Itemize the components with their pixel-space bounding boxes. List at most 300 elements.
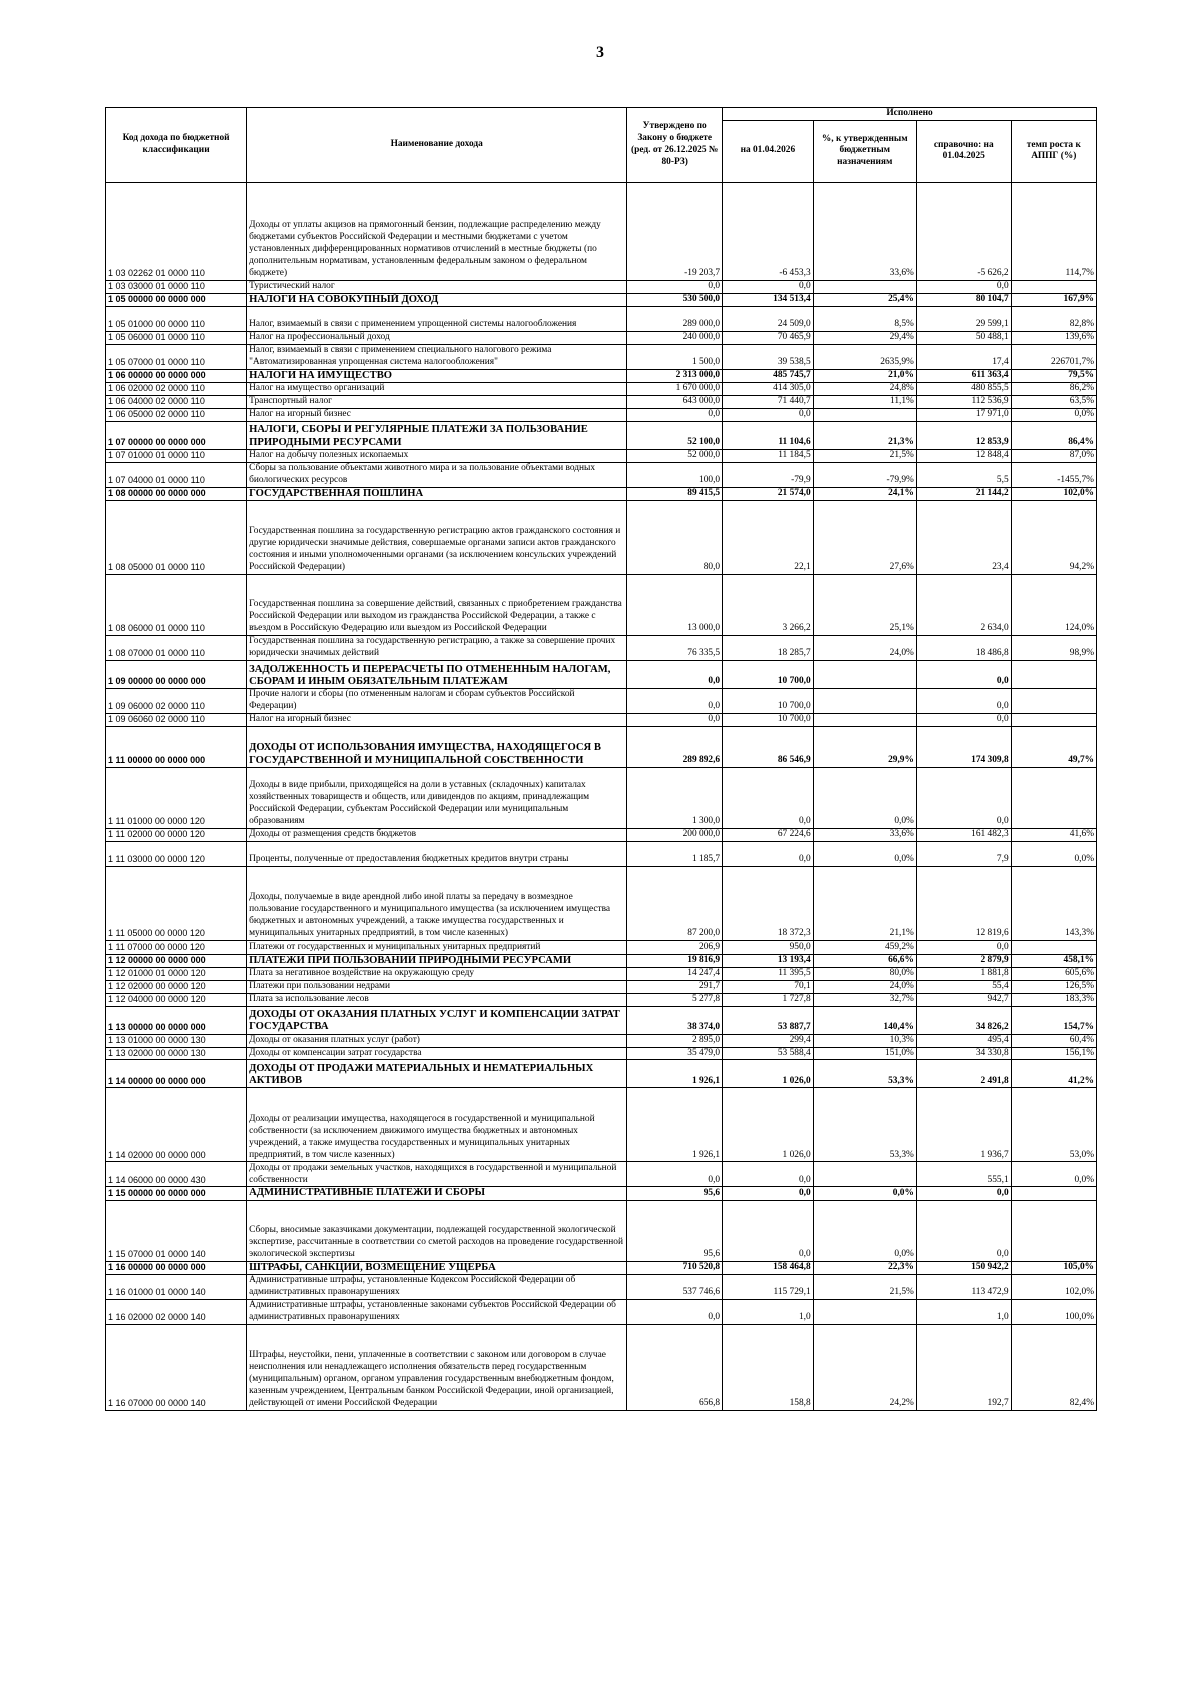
table-row <box>106 1088 1097 1162</box>
row-growth: 87,0% <box>1011 449 1096 462</box>
row-reference: 21 144,2 <box>916 487 1011 500</box>
row-approved: 38 374,0 <box>627 1006 723 1034</box>
row-code: 1 13 01000 00 0000 130 <box>106 1034 247 1047</box>
row-approved: 89 415,5 <box>627 487 723 500</box>
row-code: 1 12 00000 00 0000 000 <box>106 954 247 967</box>
table-row <box>106 635 1097 660</box>
row-name: Налог на профессиональный доход <box>247 331 627 344</box>
row-name: ДОХОДЫ ОТ ПРОДАЖИ МАТЕРИАЛЬНЫХ И НЕМАТЕРИАЛЬНЫХ АКТИВОВ <box>247 1060 627 1088</box>
row-name: Доходы от продажи земельных участков, находящихся в государственной и муниципальной собственности <box>247 1162 627 1187</box>
table-row <box>106 940 1097 954</box>
row-code: 1 16 00000 00 0000 000 <box>106 1261 247 1274</box>
row-percent: 24,8% <box>813 383 916 396</box>
row-name: Доходы в виде прибыли, приходящейся на доли в уставных (складочных) капиталах хозяйственных товариществ и обществ, или дивидендов по акциям, принадлежащим Российской Федерации, субъектам Российской Федерации или муниципальным образованиям <box>247 767 627 828</box>
row-approved: 0,0 <box>627 408 723 421</box>
table-body <box>106 182 1097 1410</box>
row-reference: 555,1 <box>916 1162 1011 1187</box>
row-growth: 0,0% <box>1011 408 1096 421</box>
row-reference: 34 330,8 <box>916 1047 1011 1060</box>
row-executed: 53 588,4 <box>723 1047 814 1060</box>
row-growth <box>1011 1200 1096 1261</box>
header-percent: %, к утвержденным бюджетным назначениям <box>813 120 916 182</box>
row-executed: 0,0 <box>723 280 814 293</box>
row-executed: 67 224,6 <box>723 828 814 841</box>
table-row <box>106 383 1097 396</box>
row-executed: 1 026,0 <box>723 1088 814 1162</box>
row-code: 1 14 00000 00 0000 000 <box>106 1060 247 1088</box>
row-approved: 530 500,0 <box>627 293 723 306</box>
row-name: Сборы, вносимые заказчиками документации, подлежащей государственной экологической экспертизе, рассчитанные в соответствии со сметой расходов на проведение государственной экологической экспертизы <box>247 1200 627 1261</box>
row-reference: 34 826,2 <box>916 1006 1011 1034</box>
row-approved: 0,0 <box>627 280 723 293</box>
row-approved: -19 203,7 <box>627 182 723 280</box>
table-row <box>106 688 1097 713</box>
row-percent: 21,0% <box>813 369 916 382</box>
row-growth <box>1011 767 1096 828</box>
row-reference: 12 853,9 <box>916 421 1011 449</box>
table-row <box>106 1060 1097 1088</box>
row-growth: 82,8% <box>1011 306 1096 331</box>
row-executed: 86 546,9 <box>723 726 814 767</box>
row-code: 1 05 07000 01 0000 110 <box>106 344 247 369</box>
row-growth: 94,2% <box>1011 500 1096 574</box>
table-row <box>106 344 1097 369</box>
row-approved: 14 247,4 <box>627 967 723 980</box>
row-name: Административные штрафы, установленные законами субъектов Российской Федерации об административных правонарушениях <box>247 1299 627 1324</box>
row-name: АДМИНИСТРАТИВНЫЕ ПЛАТЕЖИ И СБОРЫ <box>247 1187 627 1200</box>
row-approved: 100,0 <box>627 462 723 487</box>
row-name: Налог на игорный бизнес <box>247 713 627 726</box>
row-name: ДОХОДЫ ОТ ОКАЗАНИЯ ПЛАТНЫХ УСЛУГ И КОМПЕНСАЦИИ ЗАТРАТ ГОСУДАРСТВА <box>247 1006 627 1034</box>
row-approved: 1 300,0 <box>627 767 723 828</box>
row-reference: 0,0 <box>916 280 1011 293</box>
row-name: Сборы за пользование объектами животного мира и за пользование объектами водных биологических ресурсов <box>247 462 627 487</box>
row-code: 1 09 06060 02 0000 110 <box>106 713 247 726</box>
row-percent: 459,2% <box>813 940 916 954</box>
row-growth <box>1011 1187 1096 1200</box>
row-name: Прочие налоги и сборы (по отмененным налогам и сборам субъектов Российской Федерации) <box>247 688 627 713</box>
row-code: 1 05 00000 00 0000 000 <box>106 293 247 306</box>
row-percent: 151,0% <box>813 1047 916 1060</box>
row-percent: 33,6% <box>813 828 916 841</box>
table-row <box>106 954 1097 967</box>
row-executed: -79,9 <box>723 462 814 487</box>
row-code: 1 07 04000 01 0000 110 <box>106 462 247 487</box>
row-name: НАЛОГИ НА СОВОКУПНЫЙ ДОХОД <box>247 293 627 306</box>
row-growth: 458,1% <box>1011 954 1096 967</box>
row-reference: 495,4 <box>916 1034 1011 1047</box>
row-code: 1 15 00000 00 0000 000 <box>106 1187 247 1200</box>
row-growth <box>1011 688 1096 713</box>
row-growth: 102,0% <box>1011 487 1096 500</box>
row-percent <box>813 280 916 293</box>
row-code: 1 07 00000 00 0000 000 <box>106 421 247 449</box>
row-percent: 32,7% <box>813 993 916 1006</box>
row-executed: 3 266,2 <box>723 574 814 635</box>
row-executed: 21 574,0 <box>723 487 814 500</box>
row-executed: 1 727,8 <box>723 993 814 1006</box>
row-executed: 1 026,0 <box>723 1060 814 1088</box>
row-executed: 11 395,5 <box>723 967 814 980</box>
row-name: Административные штрафы, установленные Кодексом Российской Федерации об административных правонарушениях <box>247 1274 627 1299</box>
page-number: 3 <box>596 44 604 61</box>
row-percent: 24,2% <box>813 1324 916 1410</box>
header-on-date: на 01.04.2026 <box>723 120 814 182</box>
row-approved: 0,0 <box>627 713 723 726</box>
row-executed: 71 440,7 <box>723 396 814 409</box>
row-approved: 240 000,0 <box>627 331 723 344</box>
row-code: 1 16 02000 02 0000 140 <box>106 1299 247 1324</box>
row-executed: 0,0 <box>723 1187 814 1200</box>
row-reference: 5,5 <box>916 462 1011 487</box>
row-approved: 1 926,1 <box>627 1060 723 1088</box>
row-reference: 480 855,5 <box>916 383 1011 396</box>
row-approved: 0,0 <box>627 688 723 713</box>
row-name: Доходы от размещения средств бюджетов <box>247 828 627 841</box>
header-executed: Исполнено <box>723 108 1097 121</box>
table-row <box>106 713 1097 726</box>
row-reference: 17 971,0 <box>916 408 1011 421</box>
row-growth: 124,0% <box>1011 574 1096 635</box>
row-percent <box>813 688 916 713</box>
row-executed: 134 513,4 <box>723 293 814 306</box>
table-row <box>106 1324 1097 1410</box>
row-growth: 60,4% <box>1011 1034 1096 1047</box>
row-name: Доходы от компенсации затрат государства <box>247 1047 627 1060</box>
row-name: Государственная пошлина за государственную регистрацию актов гражданского состояния и другие юридически значимые действия, совершаемые органами записи актов гражданского состояния и иными уполномоченными органами (за исключением консульских учреждений Российской Федерации) <box>247 500 627 574</box>
row-code: 1 13 00000 00 0000 000 <box>106 1006 247 1034</box>
row-approved: 291,7 <box>627 980 723 993</box>
row-approved: 2 895,0 <box>627 1034 723 1047</box>
row-name: ПЛАТЕЖИ ПРИ ПОЛЬЗОВАНИИ ПРИРОДНЫМИ РЕСУРСАМИ <box>247 954 627 967</box>
row-reference: 0,0 <box>916 1200 1011 1261</box>
row-percent: 80,0% <box>813 967 916 980</box>
row-name: Туристический налог <box>247 280 627 293</box>
row-reference: 23,4 <box>916 500 1011 574</box>
row-reference: 0,0 <box>916 767 1011 828</box>
row-percent: 21,3% <box>813 421 916 449</box>
row-name: ДОХОДЫ ОТ ИСПОЛЬЗОВАНИЯ ИМУЩЕСТВА, НАХОДЯЩЕГОСЯ В ГОСУДАРСТВЕННОЙ И МУНИЦИПАЛЬНОЙ СОБСТВЕННОСТИ <box>247 726 627 767</box>
row-growth: 167,9% <box>1011 293 1096 306</box>
row-code: 1 05 06000 01 0000 110 <box>106 331 247 344</box>
row-percent: 0,0% <box>813 841 916 866</box>
row-reference: 2 634,0 <box>916 574 1011 635</box>
row-name: Налог, взимаемый в связи с применением специального налогового режима "Автоматизированная упрощенная система налогообложения" <box>247 344 627 369</box>
row-code: 1 08 05000 01 0000 110 <box>106 500 247 574</box>
row-percent: 24,1% <box>813 487 916 500</box>
row-reference: 55,4 <box>916 980 1011 993</box>
row-percent: 22,3% <box>813 1261 916 1274</box>
row-name: Налог на добычу полезных ископаемых <box>247 449 627 462</box>
row-name: Плата за использование лесов <box>247 993 627 1006</box>
row-executed: 10 700,0 <box>723 713 814 726</box>
row-code: 1 11 03000 00 0000 120 <box>106 841 247 866</box>
row-executed: 0,0 <box>723 841 814 866</box>
row-growth: 105,0% <box>1011 1261 1096 1274</box>
table-row <box>106 993 1097 1006</box>
row-percent: 21,5% <box>813 449 916 462</box>
row-code: 1 11 02000 00 0000 120 <box>106 828 247 841</box>
row-name: Плата за негативное воздействие на окружающую среду <box>247 967 627 980</box>
row-percent <box>813 1299 916 1324</box>
row-executed: 485 745,7 <box>723 369 814 382</box>
row-code: 1 06 02000 02 0000 110 <box>106 383 247 396</box>
row-percent: 0,0% <box>813 767 916 828</box>
row-name: Доходы от уплаты акцизов на прямогонный бензин, подлежащие распределению между бюджетами субъектов Российской Федерации и местными бюджетами с учетом установленных дифференцированных нормативов отчислений в местные бюджеты (по дополнительным нормативам, установленным федеральным законом о федеральном бюджете) <box>247 182 627 280</box>
row-executed: 13 193,4 <box>723 954 814 967</box>
row-growth: 226701,7% <box>1011 344 1096 369</box>
row-percent: 25,1% <box>813 574 916 635</box>
row-name: Платежи от государственных и муниципальных унитарных предприятий <box>247 940 627 954</box>
row-code: 1 07 01000 01 0000 110 <box>106 449 247 462</box>
row-reference: 1 936,7 <box>916 1088 1011 1162</box>
row-growth: 86,2% <box>1011 383 1096 396</box>
row-code: 1 03 03000 01 0000 110 <box>106 280 247 293</box>
row-code: 1 08 00000 00 0000 000 <box>106 487 247 500</box>
row-percent: 29,9% <box>813 726 916 767</box>
row-executed: 11 184,5 <box>723 449 814 462</box>
row-code: 1 16 01000 01 0000 140 <box>106 1274 247 1299</box>
row-code: 1 09 00000 00 0000 000 <box>106 660 247 688</box>
row-code: 1 11 01000 00 0000 120 <box>106 767 247 828</box>
table-row <box>106 449 1097 462</box>
table-row <box>106 967 1097 980</box>
row-executed: 10 700,0 <box>723 688 814 713</box>
row-approved: 289 000,0 <box>627 306 723 331</box>
row-growth: 154,7% <box>1011 1006 1096 1034</box>
row-growth: 41,2% <box>1011 1060 1096 1088</box>
row-reference: 50 488,1 <box>916 331 1011 344</box>
row-code: 1 13 02000 00 0000 130 <box>106 1047 247 1060</box>
row-growth: 183,3% <box>1011 993 1096 1006</box>
row-growth: 86,4% <box>1011 421 1096 449</box>
row-percent: 27,6% <box>813 500 916 574</box>
row-reference: 2 879,9 <box>916 954 1011 967</box>
row-executed: 0,0 <box>723 767 814 828</box>
row-growth: 82,4% <box>1011 1324 1096 1410</box>
row-reference: 174 309,8 <box>916 726 1011 767</box>
table-row <box>106 462 1097 487</box>
revenue-table <box>105 107 1097 1411</box>
table-row <box>106 280 1097 293</box>
table-row <box>106 421 1097 449</box>
row-approved: 643 000,0 <box>627 396 723 409</box>
row-code: 1 12 01000 01 0000 120 <box>106 967 247 980</box>
row-reference: 1,0 <box>916 1299 1011 1324</box>
row-reference: 192,7 <box>916 1324 1011 1410</box>
row-approved: 2 313 000,0 <box>627 369 723 382</box>
row-executed: 22,1 <box>723 500 814 574</box>
row-reference: 12 819,6 <box>916 866 1011 940</box>
table-row <box>106 574 1097 635</box>
row-approved: 52 100,0 <box>627 421 723 449</box>
table-row <box>106 1274 1097 1299</box>
table-row <box>106 306 1097 331</box>
table-row <box>106 1187 1097 1200</box>
row-executed: 158,8 <box>723 1324 814 1410</box>
row-approved: 710 520,8 <box>627 1261 723 1274</box>
row-growth: 605,6% <box>1011 967 1096 980</box>
row-percent: 2635,9% <box>813 344 916 369</box>
row-name: ШТРАФЫ, САНКЦИИ, ВОЗМЕЩЕНИЕ УЩЕРБА <box>247 1261 627 1274</box>
row-percent: 66,6% <box>813 954 916 967</box>
row-reference: 0,0 <box>916 940 1011 954</box>
row-growth: 143,3% <box>1011 866 1096 940</box>
row-approved: 52 000,0 <box>627 449 723 462</box>
row-executed: 39 538,5 <box>723 344 814 369</box>
row-code: 1 09 06000 02 0000 110 <box>106 688 247 713</box>
row-reference: 0,0 <box>916 713 1011 726</box>
row-percent: 0,0% <box>813 1200 916 1261</box>
row-code: 1 03 02262 01 0000 110 <box>106 182 247 280</box>
table-row <box>106 331 1097 344</box>
row-growth: 0,0% <box>1011 841 1096 866</box>
row-code: 1 14 06000 00 0000 430 <box>106 1162 247 1187</box>
table-row <box>106 767 1097 828</box>
row-approved: 5 277,8 <box>627 993 723 1006</box>
row-code: 1 06 04000 02 0000 110 <box>106 396 247 409</box>
row-approved: 1 185,7 <box>627 841 723 866</box>
row-executed: 299,4 <box>723 1034 814 1047</box>
row-name: ЗАДОЛЖЕННОСТЬ И ПЕРЕРАСЧЕТЫ ПО ОТМЕНЕННЫМ НАЛОГАМ, СБОРАМ И ИНЫМ ОБЯЗАТЕЛЬНЫМ ПЛАТЕЖАМ <box>247 660 627 688</box>
row-code: 1 06 00000 00 0000 000 <box>106 369 247 382</box>
row-growth: 0,0% <box>1011 1162 1096 1187</box>
row-growth <box>1011 713 1096 726</box>
table-row <box>106 1200 1097 1261</box>
row-reference: 12 848,4 <box>916 449 1011 462</box>
row-name: Проценты, полученные от предоставления бюджетных кредитов внутри страны <box>247 841 627 866</box>
table-row <box>106 1261 1097 1274</box>
row-reference: 1 881,8 <box>916 967 1011 980</box>
row-executed: 158 464,8 <box>723 1261 814 1274</box>
row-reference: 161 482,3 <box>916 828 1011 841</box>
row-approved: 35 479,0 <box>627 1047 723 1060</box>
row-name: ГОСУДАРСТВЕННАЯ ПОШЛИНА <box>247 487 627 500</box>
row-approved: 80,0 <box>627 500 723 574</box>
row-approved: 0,0 <box>627 1299 723 1324</box>
row-percent: 25,4% <box>813 293 916 306</box>
row-reference: 18 486,8 <box>916 635 1011 660</box>
row-name: Платежи при пользовании недрами <box>247 980 627 993</box>
row-reference: 2 491,8 <box>916 1060 1011 1088</box>
row-executed: 0,0 <box>723 408 814 421</box>
row-reference: 0,0 <box>916 688 1011 713</box>
row-name: Государственная пошлина за совершение действий, связанных с приобретением гражданства Российской Федерации или выходом из гражданства Российской Федерации, а также с въездом в Российскую Федерацию или выездом из Российской Федерации <box>247 574 627 635</box>
row-growth: 49,7% <box>1011 726 1096 767</box>
row-approved: 19 816,9 <box>627 954 723 967</box>
row-percent: 53,3% <box>813 1088 916 1162</box>
row-reference: 113 472,9 <box>916 1274 1011 1299</box>
row-percent: 53,3% <box>813 1060 916 1088</box>
table-row <box>106 1299 1097 1324</box>
row-code: 1 12 02000 00 0000 120 <box>106 980 247 993</box>
row-reference: 942,7 <box>916 993 1011 1006</box>
row-approved: 537 746,6 <box>627 1274 723 1299</box>
row-approved: 95,6 <box>627 1187 723 1200</box>
row-code: 1 15 07000 01 0000 140 <box>106 1200 247 1261</box>
row-reference: 150 942,2 <box>916 1261 1011 1274</box>
row-growth: 102,0% <box>1011 1274 1096 1299</box>
row-percent: -79,9% <box>813 462 916 487</box>
row-executed: 115 729,1 <box>723 1274 814 1299</box>
table-row <box>106 828 1097 841</box>
row-percent <box>813 660 916 688</box>
header-name: Наименование дохода <box>247 108 627 183</box>
row-percent: 24,0% <box>813 980 916 993</box>
table-row <box>106 866 1097 940</box>
row-code: 1 08 06000 01 0000 110 <box>106 574 247 635</box>
table-row <box>106 980 1097 993</box>
row-approved: 1 500,0 <box>627 344 723 369</box>
row-code: 1 06 05000 02 0000 110 <box>106 408 247 421</box>
row-approved: 1 926,1 <box>627 1088 723 1162</box>
row-executed: 950,0 <box>723 940 814 954</box>
table-row <box>106 1006 1097 1034</box>
header-reference: справочно: на 01.04.2025 <box>916 120 1011 182</box>
row-percent: 33,6% <box>813 182 916 280</box>
row-code: 1 11 05000 00 0000 120 <box>106 866 247 940</box>
header-code: Код дохода по бюджетной классификации <box>106 108 247 183</box>
table-row <box>106 369 1097 382</box>
row-growth: 79,5% <box>1011 369 1096 382</box>
row-growth: -1455,7% <box>1011 462 1096 487</box>
row-approved: 95,6 <box>627 1200 723 1261</box>
row-executed: 70,1 <box>723 980 814 993</box>
row-name: Доходы, получаемые в виде арендной либо иной платы за передачу в возмездное пользование государственного и муниципального имущества (за исключением имущества бюджетных и автономных учреждений, а также имущества государственных и муниципальных унитарных предприятий, в том числе казенных) <box>247 866 627 940</box>
row-approved: 0,0 <box>627 660 723 688</box>
row-percent: 21,5% <box>813 1274 916 1299</box>
row-executed: 0,0 <box>723 1200 814 1261</box>
row-approved: 1 670 000,0 <box>627 383 723 396</box>
row-percent <box>813 408 916 421</box>
row-executed: -6 453,3 <box>723 182 814 280</box>
row-growth: 53,0% <box>1011 1088 1096 1162</box>
row-growth: 41,6% <box>1011 828 1096 841</box>
row-code: 1 16 07000 00 0000 140 <box>106 1324 247 1410</box>
row-approved: 206,9 <box>627 940 723 954</box>
row-percent: 24,0% <box>813 635 916 660</box>
row-growth: 98,9% <box>1011 635 1096 660</box>
row-code: 1 14 02000 00 0000 000 <box>106 1088 247 1162</box>
table-row <box>106 293 1097 306</box>
header-approved: Утверждено по Закону о бюджете (ред. от 26.12.2025 № 80-РЗ) <box>627 108 723 183</box>
row-name: Транспортный налог <box>247 396 627 409</box>
row-percent <box>813 1162 916 1187</box>
row-reference: 0,0 <box>916 660 1011 688</box>
row-name: Налог на игорный бизнес <box>247 408 627 421</box>
row-approved: 13 000,0 <box>627 574 723 635</box>
row-name: Налог, взимаемый в связи с применением упрощенной системы налогообложения <box>247 306 627 331</box>
row-code: 1 12 04000 00 0000 120 <box>106 993 247 1006</box>
header-growth: темп роста к АППГ (%) <box>1011 120 1096 182</box>
row-growth <box>1011 940 1096 954</box>
row-code: 1 05 01000 00 0000 110 <box>106 306 247 331</box>
row-approved: 0,0 <box>627 1162 723 1187</box>
row-percent: 29,4% <box>813 331 916 344</box>
table-row <box>106 726 1097 767</box>
row-code: 1 08 07000 01 0000 110 <box>106 635 247 660</box>
row-growth: 126,5% <box>1011 980 1096 993</box>
row-executed: 24 509,0 <box>723 306 814 331</box>
row-name: НАЛОГИ НА ИМУЩЕСТВО <box>247 369 627 382</box>
table-row <box>106 1162 1097 1187</box>
row-growth: 114,7% <box>1011 182 1096 280</box>
row-percent: 21,1% <box>813 866 916 940</box>
row-reference: 611 363,4 <box>916 369 1011 382</box>
table-row <box>106 1047 1097 1060</box>
row-executed: 0,0 <box>723 1162 814 1187</box>
row-reference: 29 599,1 <box>916 306 1011 331</box>
